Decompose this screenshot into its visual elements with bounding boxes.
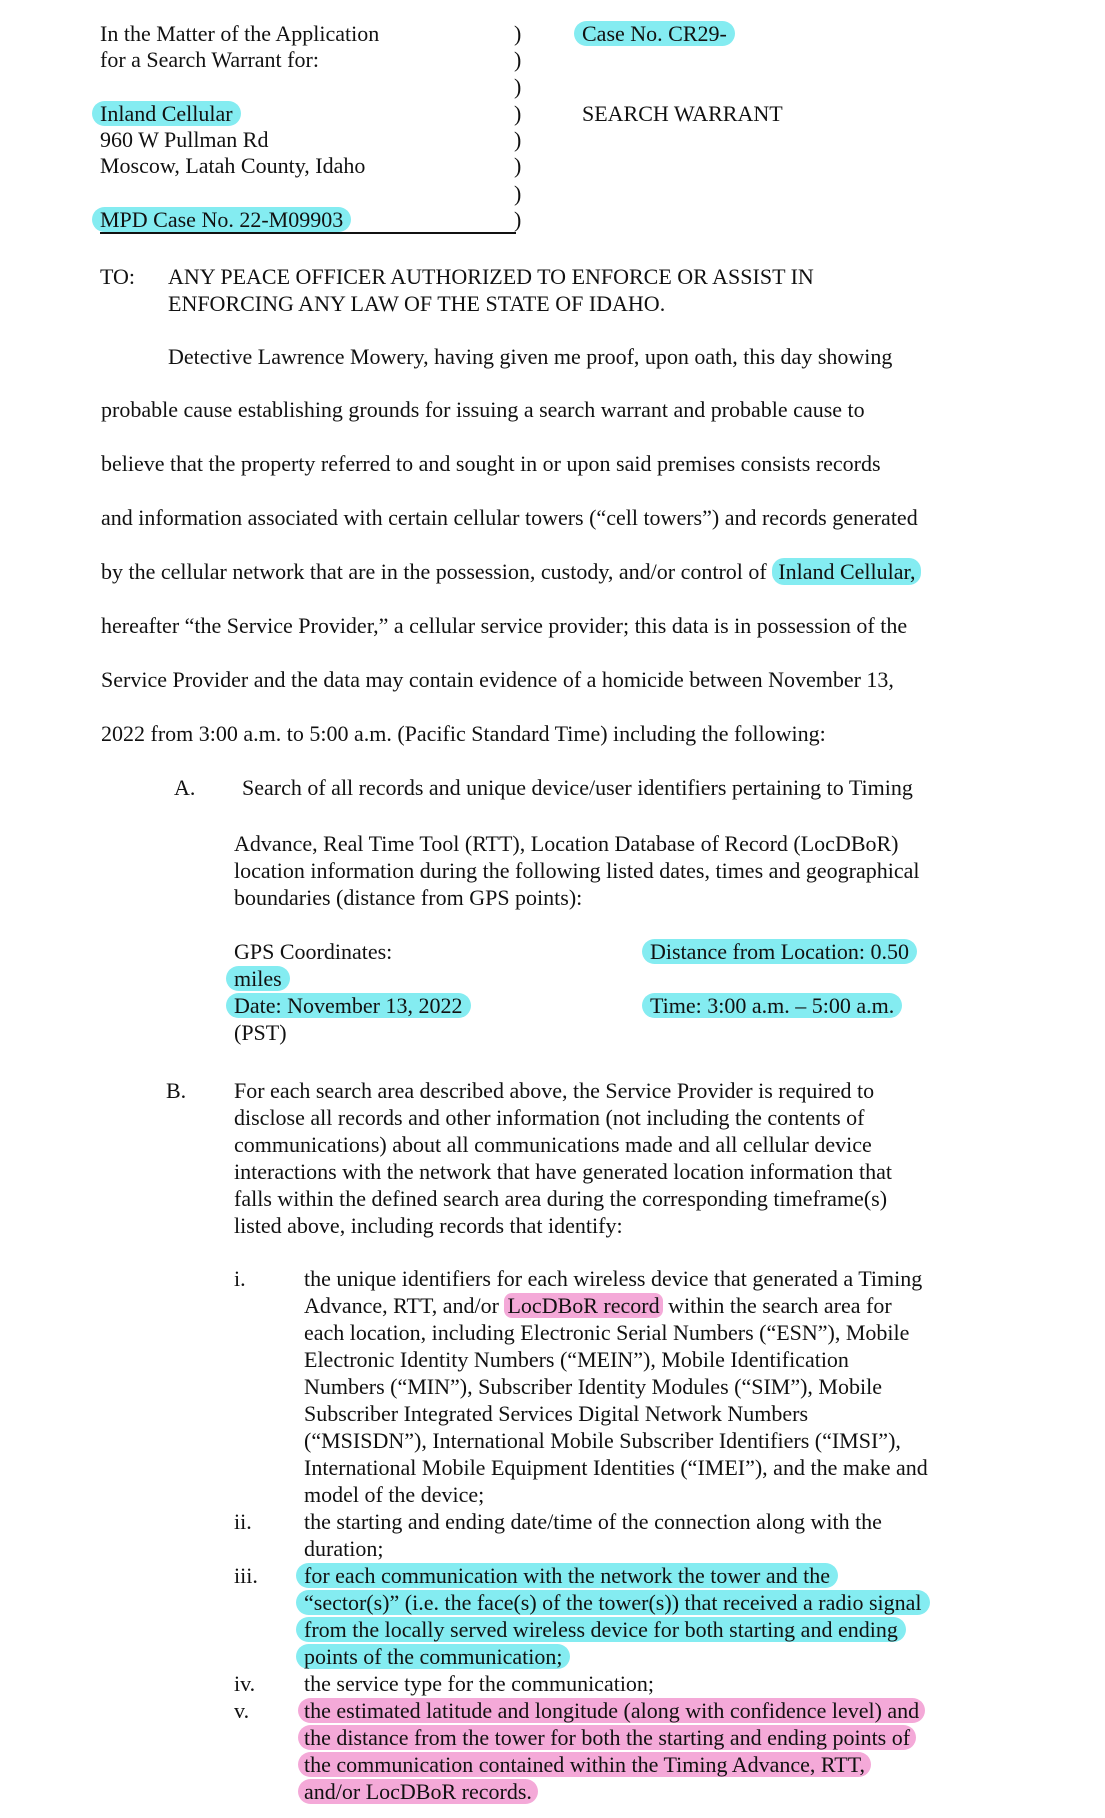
item-v-text <box>304 1697 925 1805</box>
caption-line-2: for a Search Warrant for: <box>100 47 319 72</box>
section-b-label: B. <box>166 1078 187 1103</box>
caption-paren: ) <box>514 127 522 152</box>
item-i-line-part: Advance, RTT, and/or <box>304 1293 499 1318</box>
item-v-highlight: the estimated latitude and longitude (along with confidence level) and <box>298 1698 925 1723</box>
item-iii-line <box>304 1589 930 1616</box>
pst-label: (PST) <box>234 1020 287 1045</box>
body-line: believe that the property referred to and sought in or upon said premises consists records <box>101 451 881 476</box>
section-a-label: A. <box>174 775 196 800</box>
item-i-line: the unique identifiers for each wireless device that generated a Timing <box>304 1266 923 1291</box>
caption-line-1: In the Matter of the Application <box>100 21 380 46</box>
item-ii-text <box>304 1508 882 1562</box>
item-i-line: model of the device; <box>304 1482 485 1507</box>
section-b-line: For each search area described above, the Service Provider is required to <box>234 1078 875 1103</box>
body-line: Detective Lawrence Mowery, having given me proof, upon oath, this day showing <box>168 344 893 369</box>
item-v-line <box>304 1724 925 1751</box>
gps-coordinates-label: GPS Coordinates: <box>234 939 393 964</box>
caption-underline <box>100 232 516 234</box>
body-line: and information associated with certain cellular towers (“cell towers”) and records generated <box>101 505 918 530</box>
time-text: Time: 3:00 a.m. – 5:00 a.m. <box>642 993 902 1018</box>
item-i-line: Numbers (“MIN”), Subscriber Identity Modules (“SIM”), Mobile <box>304 1374 882 1399</box>
section-a-first-line: Search of all records and unique device/user identifiers pertaining to Timing <box>242 775 913 800</box>
item-iii-highlight: points of the communication; <box>296 1644 570 1669</box>
caption-paren: ) <box>514 181 522 206</box>
item-iii-highlight: “sector(s)” (i.e. the face(s) of the tower(s)) that received a radio signal <box>296 1590 930 1615</box>
item-v-line <box>304 1778 925 1805</box>
item-i-text <box>304 1265 928 1508</box>
item-i-line: Electronic Identity Numbers (“MEIN”), Mobile Identification <box>304 1347 849 1372</box>
item-iii-highlight: from the locally served wireless device for both starting and ending <box>296 1617 906 1642</box>
item-i-line-part: within the search area for <box>668 1293 892 1318</box>
to-line-2: ENFORCING ANY LAW OF THE STATE OF IDAHO. <box>168 291 666 316</box>
caption-paren: ) <box>514 47 522 72</box>
item-iii-label: iii. <box>234 1563 258 1588</box>
section-b-line: disclose all records and other information (not including the contents of <box>234 1105 865 1130</box>
caption-entity <box>100 100 241 127</box>
to-label: TO: <box>100 264 136 289</box>
body-line: hereafter “the Service Provider,” a cellular service provider; this data is in possession of the <box>101 613 908 638</box>
body-line: 2022 from 3:00 a.m. to 5:00 a.m. (Pacific Standard Time) including the following: <box>101 721 826 746</box>
body-line-text: by the cellular network that are in the possession, custody, and/or control of <box>101 559 767 584</box>
caption-paren: ) <box>514 74 522 99</box>
item-v-line <box>304 1751 925 1778</box>
body-line <box>101 558 921 585</box>
item-v-label: v. <box>234 1698 250 1723</box>
section-b-line: listed above, including records that identify: <box>234 1213 623 1238</box>
caption-mpd-case <box>100 206 351 233</box>
distance-field <box>650 938 917 965</box>
caption-paren: ) <box>514 153 522 178</box>
item-i-line: (“MSISDN”), International Mobile Subscriber Identifiers (“IMSI”), <box>304 1428 901 1453</box>
item-iii-line <box>304 1616 930 1643</box>
miles-text: miles <box>226 966 290 991</box>
case-number <box>582 20 735 47</box>
section-b-line: falls within the defined search area during the corresponding timeframe(s) <box>234 1186 888 1211</box>
item-iv-text <box>304 1670 654 1697</box>
section-b-line: interactions with the network that have generated location information that <box>234 1159 892 1184</box>
body-entity-highlight: Inland Cellular, <box>772 558 921 585</box>
item-v-line <box>304 1697 925 1724</box>
to-line-1: ANY PEACE OFFICER AUTHORIZED TO ENFORCE OR ASSIST IN <box>168 264 814 289</box>
case-number-text: Case No. CR29- <box>574 21 735 46</box>
document-title: SEARCH WARRANT <box>582 101 783 126</box>
date-text: Date: November 13, 2022 <box>226 993 471 1018</box>
distance-text: Distance from Location: 0.50 <box>642 939 917 964</box>
item-v-highlight: and/or LocDBoR records. <box>298 1779 538 1804</box>
section-a-text <box>234 830 920 911</box>
caption-address-1: 960 W Pullman Rd <box>100 127 269 152</box>
item-i-line: each location, including Electronic Serial Numbers (“ESN”), Mobile <box>304 1320 910 1345</box>
caption-entity-text: Inland Cellular <box>92 101 241 126</box>
caption-paren: ) <box>514 101 522 126</box>
item-i-label: i. <box>234 1266 246 1291</box>
body-line: probable cause establishing grounds for issuing a search warrant and probable cause to <box>101 397 865 422</box>
item-v-highlight: the distance from the tower for both the starting and ending points of <box>298 1725 916 1750</box>
item-i-line <box>304 1292 928 1319</box>
item-iv-line: the service type for the communication; <box>304 1671 655 1696</box>
item-ii-line: the starting and ending date/time of the connection along with the <box>304 1509 882 1534</box>
item-iv-label: iv. <box>234 1671 256 1696</box>
item-ii-label: ii. <box>234 1509 252 1534</box>
section-b-line: communications) about all communications made and all cellular device <box>234 1132 872 1157</box>
item-i-line: International Mobile Equipment Identities (“IMEI”), and the make and <box>304 1455 928 1480</box>
caption-paren: ) <box>514 21 522 46</box>
caption-paren: ) <box>514 207 522 232</box>
item-iii-highlight: for each communication with the network the tower and the <box>296 1563 838 1588</box>
item-iii-line <box>304 1643 930 1670</box>
caption-address-2: Moscow, Latah County, Idaho <box>100 153 366 178</box>
section-a-line: location information during the following listed dates, times and geographical <box>234 858 920 883</box>
section-a-line: boundaries (distance from GPS points): <box>234 885 583 910</box>
section-a-line: Advance, Real Time Tool (RTT), Location Database of Record (LocDBoR) <box>234 831 899 856</box>
section-b-text <box>234 1077 892 1239</box>
item-iii-text <box>304 1562 930 1670</box>
locdbor-highlight: LocDBoR record <box>504 1293 662 1318</box>
item-ii-line: duration; <box>304 1536 384 1561</box>
item-iii-line <box>304 1562 930 1589</box>
miles-unit <box>234 965 290 992</box>
item-i-line: Subscriber Integrated Services Digital Network Numbers <box>304 1401 809 1426</box>
date-field <box>234 992 471 1019</box>
time-field <box>650 992 902 1019</box>
item-v-highlight: the communication contained within the Timing Advance, RTT, <box>298 1752 871 1777</box>
caption-mpd-case-text: MPD Case No. 22-M09903 <box>92 207 351 232</box>
body-line: Service Provider and the data may contain evidence of a homicide between November 13, <box>101 667 894 692</box>
